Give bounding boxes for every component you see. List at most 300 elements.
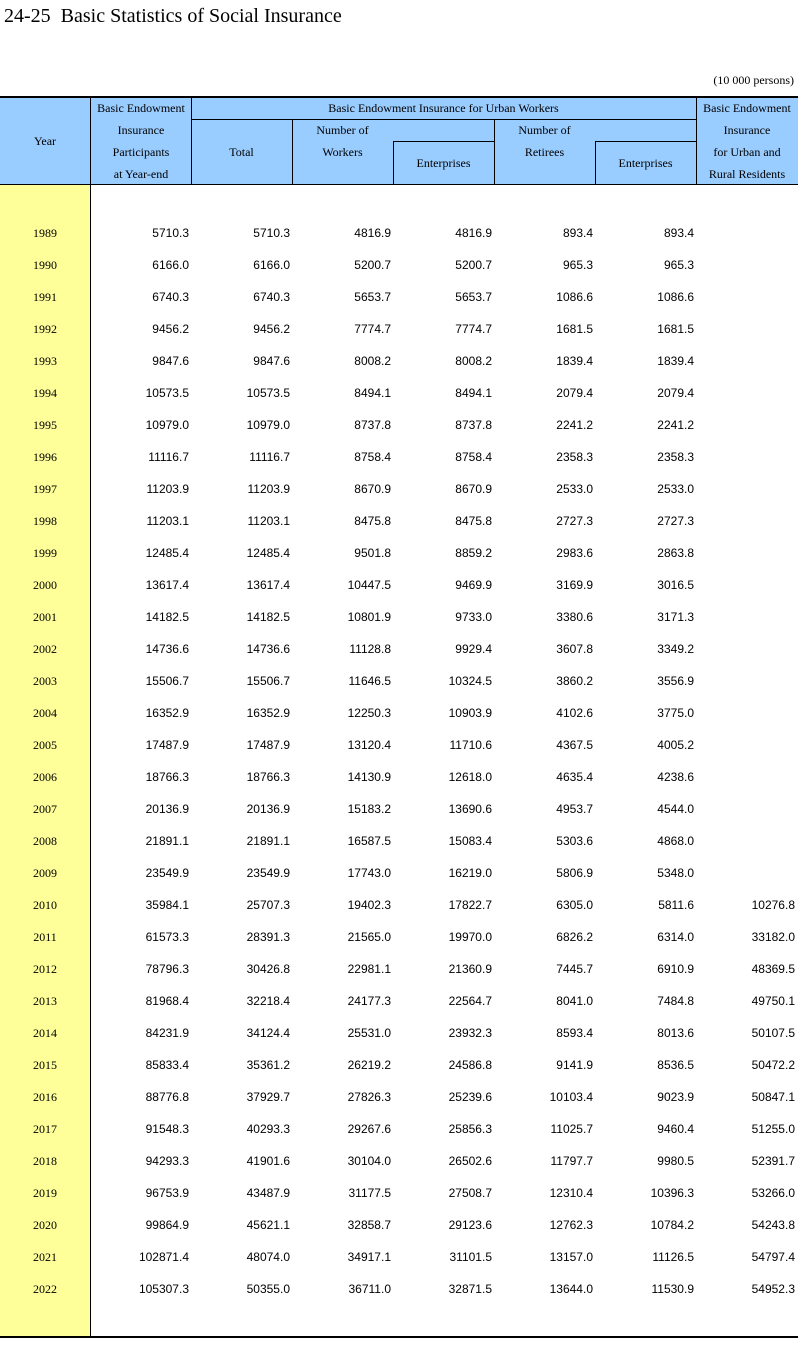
cell-workers: 29267.6 <box>347 1122 391 1136</box>
cell-year: 2019 <box>33 1186 57 1200</box>
cell-total: 12485.4 <box>246 546 290 560</box>
table-row <box>0 378 798 410</box>
cell-year: 1997 <box>33 482 57 496</box>
cell-workers-enterprises: 8494.1 <box>455 386 492 400</box>
cell-workers: 5200.7 <box>354 258 391 272</box>
cell-retirees-enterprises: 2863.8 <box>657 546 694 560</box>
table-row <box>0 442 798 474</box>
cell-residents: 50847.1 <box>751 1090 795 1104</box>
cell-total: 45621.1 <box>246 1218 290 1232</box>
cell-participants: 91548.3 <box>145 1122 189 1136</box>
cell-workers: 8494.1 <box>354 386 391 400</box>
header-divider <box>696 97 697 185</box>
cell-participants: 6166.0 <box>152 258 189 272</box>
cell-participants: 11203.1 <box>146 514 189 528</box>
cell-workers-enterprises: 5200.7 <box>455 258 492 272</box>
cell-workers: 13120.4 <box>347 738 391 752</box>
cell-retirees-enterprises: 6910.9 <box>657 962 694 976</box>
table-row <box>0 410 798 442</box>
cell-retirees-enterprises: 4005.2 <box>657 738 694 752</box>
cell-year: 2007 <box>33 802 57 816</box>
cell-total: 11203.1 <box>247 514 290 528</box>
cell-workers-enterprises: 23932.3 <box>448 1026 492 1040</box>
cell-retirees-enterprises: 2358.3 <box>657 450 694 464</box>
cell-total: 15506.7 <box>246 674 290 688</box>
cell-participants: 85833.4 <box>145 1058 189 1072</box>
cell-participants: 23549.9 <box>145 866 189 880</box>
cell-retirees-enterprises: 3171.3 <box>657 610 694 624</box>
header-divider <box>191 119 696 120</box>
cell-retirees-enterprises: 2727.3 <box>657 514 694 528</box>
cell-retirees-enterprises: 2079.4 <box>657 386 694 400</box>
cell-workers-enterprises: 10324.5 <box>448 674 492 688</box>
cell-year: 1993 <box>33 354 57 368</box>
cell-workers-enterprises: 4816.9 <box>455 226 492 240</box>
cell-year: 2009 <box>33 866 57 880</box>
cell-year: 1990 <box>33 258 57 272</box>
cell-participants: 18766.3 <box>145 770 189 784</box>
cell-total: 9847.6 <box>253 354 290 368</box>
cell-total: 17487.9 <box>246 738 290 752</box>
table-row <box>0 250 798 282</box>
cell-retirees: 3860.2 <box>556 674 593 688</box>
cell-residents: 10276.8 <box>751 898 795 912</box>
header-divider <box>90 97 91 185</box>
cell-retirees: 7445.7 <box>556 962 593 976</box>
header-divider <box>393 141 494 142</box>
cell-workers: 21565.0 <box>347 930 391 944</box>
cell-retirees-enterprises: 893.4 <box>663 226 694 240</box>
cell-participants: 16352.9 <box>145 706 189 720</box>
cell-workers: 5653.7 <box>354 290 391 304</box>
table-row <box>0 1274 798 1306</box>
cell-retirees: 12310.4 <box>549 1186 593 1200</box>
table-row <box>0 826 798 858</box>
cell-retirees: 6826.2 <box>556 930 593 944</box>
table-row <box>0 1050 798 1082</box>
cell-participants: 14736.6 <box>145 642 189 656</box>
cell-retirees: 3380.6 <box>556 610 593 624</box>
cell-retirees-enterprises: 3016.5 <box>657 578 694 592</box>
cell-workers-enterprises: 8475.8 <box>455 514 492 528</box>
cell-total: 5710.3 <box>253 226 290 240</box>
cell-workers: 24177.3 <box>347 994 391 1008</box>
cell-workers: 14130.9 <box>347 770 391 784</box>
table-row <box>0 922 798 954</box>
cell-year: 1994 <box>33 386 57 400</box>
cell-total: 48074.0 <box>246 1250 290 1264</box>
cell-year: 2011 <box>33 930 57 944</box>
cell-retirees-enterprises: 2241.2 <box>657 418 694 432</box>
cell-year: 2000 <box>33 578 57 592</box>
cell-workers-enterprises: 25856.3 <box>448 1122 492 1136</box>
table-bottom-rule <box>0 1336 798 1338</box>
cell-workers: 8737.8 <box>354 418 391 432</box>
cell-workers-enterprises: 21360.9 <box>448 962 492 976</box>
cell-workers: 11128.8 <box>349 642 391 656</box>
cell-workers-enterprises: 8737.8 <box>455 418 492 432</box>
cell-workers: 8008.2 <box>354 354 391 368</box>
cell-workers-enterprises: 22564.7 <box>448 994 492 1008</box>
cell-total: 10573.5 <box>246 386 290 400</box>
table-row <box>0 1018 798 1050</box>
cell-workers: 30104.0 <box>347 1154 391 1168</box>
cell-workers: 7774.7 <box>354 322 391 336</box>
cell-retirees-enterprises: 965.3 <box>663 258 694 272</box>
cell-workers: 25531.0 <box>347 1026 391 1040</box>
cell-workers: 32858.7 <box>347 1218 391 1232</box>
header-divider <box>292 119 293 185</box>
cell-retirees: 1839.4 <box>556 354 593 368</box>
cell-year: 2003 <box>33 674 57 688</box>
cell-workers: 9501.8 <box>354 546 391 560</box>
cell-retirees: 4102.6 <box>556 706 593 720</box>
cell-year: 2018 <box>33 1154 57 1168</box>
cell-retirees-enterprises: 3556.9 <box>657 674 694 688</box>
cell-participants: 81968.4 <box>145 994 189 1008</box>
cell-workers: 10447.5 <box>347 578 391 592</box>
cell-participants: 10979.0 <box>145 418 189 432</box>
cell-total: 25707.3 <box>246 898 290 912</box>
cell-participants: 99864.9 <box>145 1218 189 1232</box>
cell-total: 6740.3 <box>253 290 290 304</box>
cell-year: 2017 <box>33 1122 57 1136</box>
cell-retirees: 4953.7 <box>556 802 593 816</box>
cell-year: 2004 <box>33 706 57 720</box>
cell-retirees: 1086.6 <box>556 290 593 304</box>
cell-residents: 54797.4 <box>751 1250 795 1264</box>
cell-residents: 51255.0 <box>751 1122 795 1136</box>
cell-total: 32218.4 <box>246 994 290 1008</box>
cell-workers-enterprises: 12618.0 <box>448 770 492 784</box>
cell-retirees: 10103.4 <box>549 1090 593 1104</box>
cell-retirees: 13644.0 <box>549 1282 593 1296</box>
cell-participants: 9847.6 <box>152 354 189 368</box>
table-row <box>0 602 798 634</box>
cell-residents: 52391.7 <box>751 1154 795 1168</box>
cell-participants: 20136.9 <box>145 802 189 816</box>
cell-retirees-enterprises: 10396.3 <box>650 1186 694 1200</box>
cell-workers: 12250.3 <box>347 706 391 720</box>
cell-residents: 54952.3 <box>751 1282 795 1296</box>
unit-note: (10 000 persons) <box>713 73 794 87</box>
cell-workers-enterprises: 32871.5 <box>448 1282 492 1296</box>
table-row <box>0 666 798 698</box>
cell-retirees-enterprises: 6314.0 <box>657 930 694 944</box>
table-row <box>0 1146 798 1178</box>
cell-workers-enterprises: 26502.6 <box>448 1154 492 1168</box>
cell-workers: 8758.4 <box>354 450 391 464</box>
cell-residents: 48369.5 <box>751 962 795 976</box>
header-workers-enterprises: Enterprises <box>416 156 471 170</box>
table-row <box>0 506 798 538</box>
table-row <box>0 474 798 506</box>
table-row <box>0 858 798 890</box>
cell-workers-enterprises: 27508.7 <box>448 1186 492 1200</box>
cell-total: 40293.3 <box>246 1122 290 1136</box>
cell-retirees: 4635.4 <box>556 770 593 784</box>
cell-workers-enterprises: 16219.0 <box>448 866 492 880</box>
cell-total: 28391.3 <box>246 930 290 944</box>
cell-total: 11203.9 <box>247 482 290 496</box>
header-divider <box>191 97 192 185</box>
cell-workers: 8475.8 <box>354 514 391 528</box>
cell-participants: 35984.1 <box>145 898 189 912</box>
table-row <box>0 538 798 570</box>
cell-retirees-enterprises: 8536.5 <box>657 1058 694 1072</box>
cell-retirees-enterprises: 4868.0 <box>657 834 694 848</box>
cell-total: 21891.1 <box>246 834 290 848</box>
cell-retirees: 965.3 <box>562 258 593 272</box>
cell-participants: 14182.5 <box>145 610 189 624</box>
cell-total: 16352.9 <box>246 706 290 720</box>
cell-workers: 4816.9 <box>354 226 391 240</box>
header-divider <box>494 119 495 185</box>
cell-total: 13617.4 <box>246 578 290 592</box>
cell-retirees: 11797.7 <box>550 1154 593 1168</box>
header-total: Total <box>229 145 254 159</box>
table-row <box>0 1242 798 1274</box>
cell-workers: 19402.3 <box>347 898 391 912</box>
cell-retirees: 2727.3 <box>556 514 593 528</box>
cell-workers-enterprises: 9469.9 <box>455 578 492 592</box>
cell-workers: 27826.3 <box>347 1090 391 1104</box>
cell-year: 2022 <box>33 1282 57 1296</box>
table-row <box>0 346 798 378</box>
cell-residents: 54243.8 <box>751 1218 795 1232</box>
table-row <box>0 634 798 666</box>
cell-participants: 102871.4 <box>138 1250 189 1264</box>
cell-retirees-enterprises: 1839.4 <box>657 354 694 368</box>
cell-workers-enterprises: 9733.0 <box>455 610 492 624</box>
table-row <box>0 1178 798 1210</box>
cell-year: 2013 <box>33 994 57 1008</box>
cell-year: 1989 <box>33 226 57 240</box>
cell-retirees: 11025.7 <box>550 1122 593 1136</box>
header-workers: Number of Workers <box>316 123 369 159</box>
table-row <box>0 1082 798 1114</box>
cell-year: 1999 <box>33 546 57 560</box>
cell-workers-enterprises: 11710.6 <box>449 738 492 752</box>
cell-retirees: 893.4 <box>562 226 593 240</box>
cell-retirees: 5806.9 <box>556 866 593 880</box>
table-row <box>0 698 798 730</box>
cell-residents: 50107.5 <box>751 1026 795 1040</box>
cell-workers-enterprises: 7774.7 <box>455 322 492 336</box>
cell-retirees-enterprises: 9460.4 <box>657 1122 694 1136</box>
cell-total: 37929.7 <box>246 1090 290 1104</box>
cell-total: 20136.9 <box>246 802 290 816</box>
cell-participants: 96753.9 <box>145 1186 189 1200</box>
cell-workers: 31177.5 <box>348 1186 391 1200</box>
table-row <box>0 794 798 826</box>
cell-total: 50355.0 <box>246 1282 290 1296</box>
table-row <box>0 282 798 314</box>
cell-workers-enterprises: 8008.2 <box>455 354 492 368</box>
cell-year: 2005 <box>33 738 57 752</box>
cell-year: 2015 <box>33 1058 57 1072</box>
cell-participants: 88776.8 <box>145 1090 189 1104</box>
cell-total: 11116.7 <box>249 450 290 464</box>
cell-retirees-enterprises: 10784.2 <box>650 1218 694 1232</box>
cell-retirees: 2358.3 <box>556 450 593 464</box>
cell-participants: 5710.3 <box>152 226 189 240</box>
table-row <box>0 218 798 250</box>
cell-retirees-enterprises: 3775.0 <box>657 706 694 720</box>
cell-year: 1998 <box>33 514 57 528</box>
cell-total: 10979.0 <box>246 418 290 432</box>
cell-year: 2010 <box>33 898 57 912</box>
cell-participants: 6740.3 <box>152 290 189 304</box>
cell-total: 43487.9 <box>246 1186 290 1200</box>
cell-retirees-enterprises: 3349.2 <box>657 642 694 656</box>
cell-total: 9456.2 <box>253 322 290 336</box>
cell-workers-enterprises: 8859.2 <box>455 546 492 560</box>
cell-participants: 11116.7 <box>148 450 189 464</box>
cell-retirees: 3169.9 <box>556 578 593 592</box>
cell-workers-enterprises: 9929.4 <box>455 642 492 656</box>
table-row <box>0 954 798 986</box>
cell-participants: 105307.3 <box>138 1282 189 1296</box>
table-row <box>0 570 798 602</box>
cell-retirees: 4367.5 <box>556 738 593 752</box>
cell-workers-enterprises: 19970.0 <box>448 930 492 944</box>
cell-retirees-enterprises: 1086.6 <box>657 290 694 304</box>
cell-year: 1992 <box>33 322 57 336</box>
cell-workers: 16587.5 <box>347 834 391 848</box>
cell-participants: 10573.5 <box>145 386 189 400</box>
cell-residents: 33182.0 <box>751 930 795 944</box>
cell-workers: 22981.1 <box>347 962 391 976</box>
cell-workers-enterprises: 25239.6 <box>448 1090 492 1104</box>
cell-residents: 53266.0 <box>751 1186 795 1200</box>
cell-year: 2016 <box>33 1090 57 1104</box>
cell-participants: 9456.2 <box>152 322 189 336</box>
table-row <box>0 730 798 762</box>
cell-year: 2021 <box>33 1250 57 1264</box>
cell-retirees-enterprises: 11126.5 <box>652 1250 694 1264</box>
cell-total: 14182.5 <box>246 610 290 624</box>
cell-participants: 17487.9 <box>145 738 189 752</box>
cell-residents: 50472.2 <box>751 1058 795 1072</box>
cell-workers: 8670.9 <box>354 482 391 496</box>
header-retirees-enterprises: Enterprises <box>618 156 673 170</box>
cell-participants: 61573.3 <box>145 930 189 944</box>
cell-retirees: 2079.4 <box>556 386 593 400</box>
cell-retirees: 6305.0 <box>556 898 593 912</box>
cell-year: 2012 <box>33 962 57 976</box>
cell-residents: 49750.1 <box>751 994 795 1008</box>
cell-workers-enterprises: 24586.8 <box>448 1058 492 1072</box>
cell-workers: 26219.2 <box>347 1058 391 1072</box>
cell-participants: 84231.9 <box>145 1026 189 1040</box>
cell-workers: 34917.1 <box>347 1250 391 1264</box>
cell-retirees: 13157.0 <box>549 1250 593 1264</box>
cell-retirees-enterprises: 8013.6 <box>657 1026 694 1040</box>
cell-retirees: 2983.6 <box>556 546 593 560</box>
header-retirees: Number of Retirees <box>518 123 571 159</box>
header-year: Year <box>33 134 57 148</box>
cell-retirees: 2241.2 <box>556 418 593 432</box>
table-row <box>0 890 798 922</box>
cell-workers-enterprises: 10903.9 <box>448 706 492 720</box>
cell-workers-enterprises: 5653.7 <box>455 290 492 304</box>
cell-total: 23549.9 <box>246 866 290 880</box>
cell-participants: 21891.1 <box>145 834 189 848</box>
cell-retirees-enterprises: 9023.9 <box>657 1090 694 1104</box>
cell-retirees: 12762.3 <box>549 1218 593 1232</box>
cell-workers-enterprises: 31101.5 <box>449 1250 492 1264</box>
cell-retirees-enterprises: 5348.0 <box>657 866 694 880</box>
cell-retirees-enterprises: 7484.8 <box>657 994 694 1008</box>
cell-participants: 94293.3 <box>145 1154 189 1168</box>
cell-retirees: 5303.6 <box>556 834 593 848</box>
cell-total: 35361.2 <box>246 1058 290 1072</box>
cell-retirees-enterprises: 5811.6 <box>658 898 694 912</box>
page-title: 24-25 Basic Statistics of Social Insurance <box>4 5 342 27</box>
cell-total: 14736.6 <box>246 642 290 656</box>
table-row <box>0 986 798 1018</box>
table-row <box>0 1114 798 1146</box>
cell-retirees-enterprises: 4238.6 <box>657 770 694 784</box>
cell-workers-enterprises: 8758.4 <box>455 450 492 464</box>
cell-retirees: 8593.4 <box>556 1026 593 1040</box>
header-urban-group: Basic Endowment Insurance for Urban Workers <box>328 101 559 115</box>
header-divider <box>393 141 394 185</box>
cell-workers-enterprises: 29123.6 <box>448 1218 492 1232</box>
cell-workers: 10801.9 <box>347 610 391 624</box>
cell-retirees: 3607.8 <box>556 642 593 656</box>
cell-workers: 36711.0 <box>348 1282 391 1296</box>
cell-year: 1991 <box>33 290 57 304</box>
cell-workers-enterprises: 17822.7 <box>448 898 492 912</box>
cell-retirees-enterprises: 9980.5 <box>657 1154 694 1168</box>
header-residents: Basic Endowment Insurance for Urban and Rural Residents <box>703 101 791 181</box>
cell-workers-enterprises: 15083.4 <box>448 834 492 848</box>
cell-workers-enterprises: 8670.9 <box>455 482 492 496</box>
cell-participants: 15506.7 <box>145 674 189 688</box>
cell-year: 2006 <box>33 770 57 784</box>
cell-participants: 78796.3 <box>145 962 189 976</box>
cell-retirees: 8041.0 <box>556 994 593 1008</box>
cell-workers-enterprises: 13690.6 <box>448 802 492 816</box>
cell-total: 18766.3 <box>246 770 290 784</box>
table-row <box>0 1210 798 1242</box>
cell-retirees-enterprises: 4544.0 <box>657 802 694 816</box>
cell-retirees: 1681.5 <box>556 322 593 336</box>
cell-total: 41901.6 <box>246 1154 290 1168</box>
cell-retirees-enterprises: 11530.9 <box>651 1282 694 1296</box>
cell-year: 2008 <box>33 834 57 848</box>
cell-total: 34124.4 <box>246 1026 290 1040</box>
cell-participants: 11203.9 <box>146 482 189 496</box>
cell-retirees: 9141.9 <box>556 1058 593 1072</box>
cell-total: 30426.8 <box>246 962 290 976</box>
cell-workers: 15183.2 <box>347 802 391 816</box>
table-row <box>0 314 798 346</box>
cell-year: 2014 <box>33 1026 57 1040</box>
cell-retirees: 2533.0 <box>556 482 593 496</box>
header-participants: Basic Endowment Insurance Participants at Year-end <box>97 101 185 181</box>
cell-total: 6166.0 <box>253 258 290 272</box>
cell-retirees-enterprises: 1681.5 <box>657 322 694 336</box>
header-divider <box>595 141 596 185</box>
cell-year: 2002 <box>33 642 57 656</box>
table-row <box>0 762 798 794</box>
cell-year: 1996 <box>33 450 57 464</box>
cell-year: 2001 <box>33 610 57 624</box>
cell-workers: 11646.5 <box>348 674 391 688</box>
